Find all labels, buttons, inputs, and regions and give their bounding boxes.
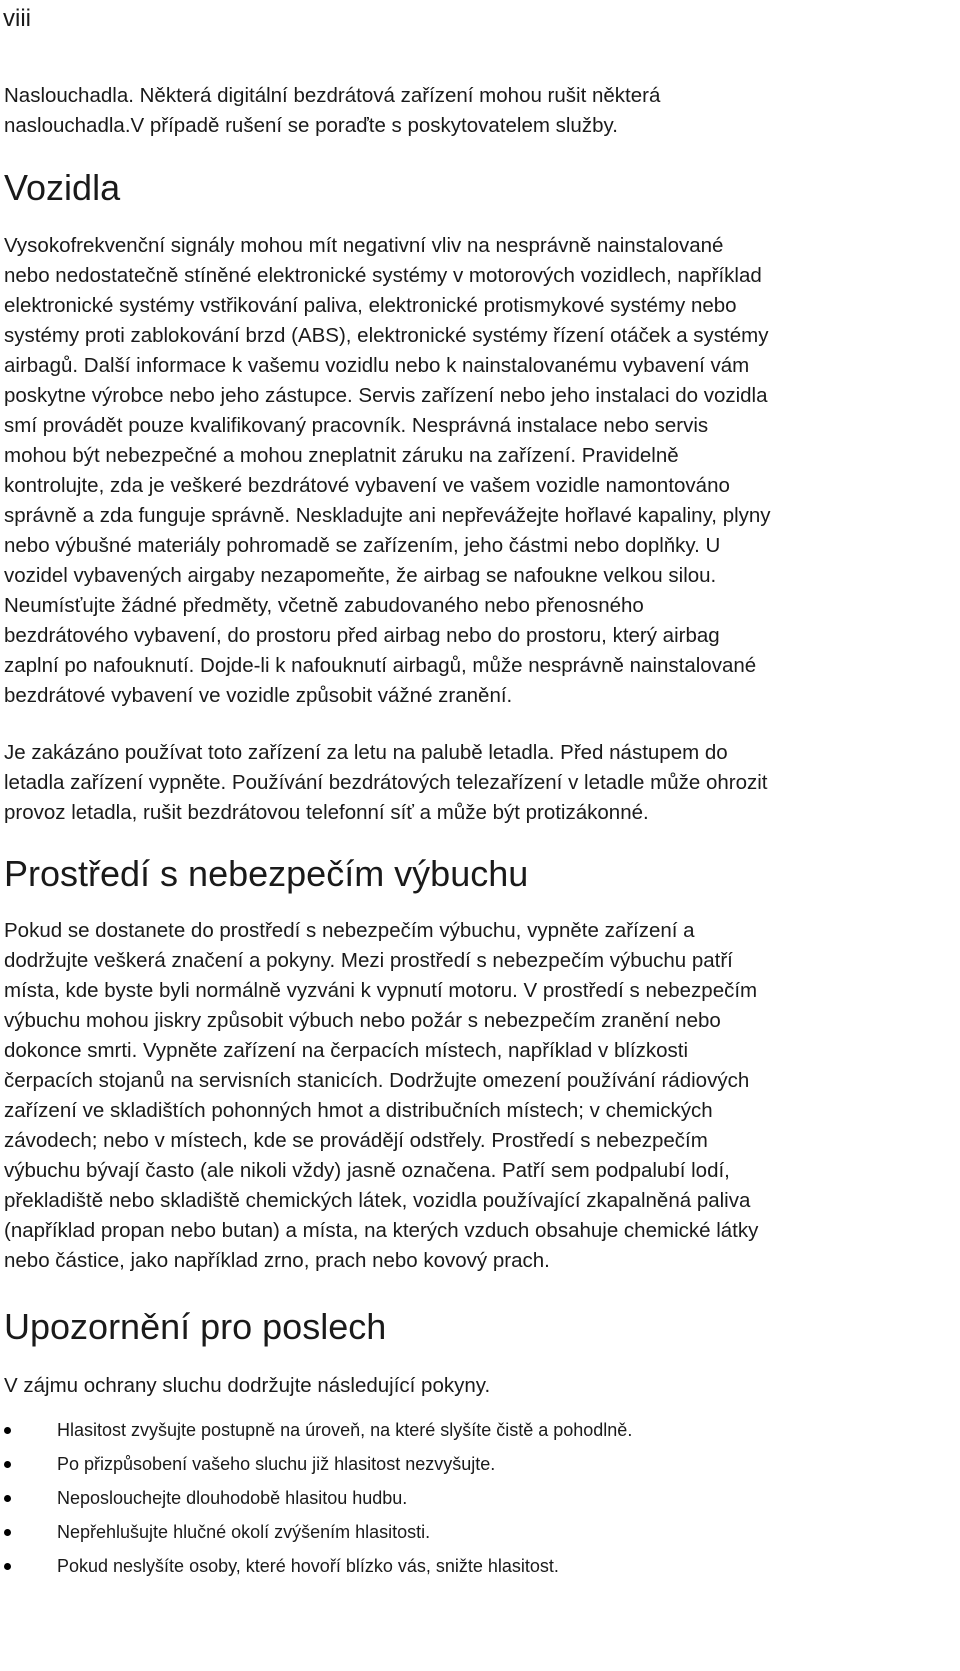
- bullet-icon: [4, 1427, 11, 1434]
- bullet-icon: [4, 1563, 11, 1570]
- hearing-aids-paragraph: Naslouchadla. Některá digitální bezdrátová zařízení mohou rušit některá naslouchadla.V případě rušení se poraďte s poskytovatelem služby.: [4, 84, 661, 137]
- explosive-paragraph: Pokud se dostanete do prostředí s nebezpečím výbuchu, vypněte zařízení a dodržujte veškerá značení a pokyny. Mezi prostředí s nebezpečím výbuchu patří místa, kde byste byli normálně vyzváni k vypnutí motoru. V prostředí s nebezpečím výbuchu mohou jiskry způsobit výbuch nebo požár s nebezpečím zranění nebo dokonce smrti. Vypněte zařízení na čerpacích místech, například v blízkosti čerpacích stojanů na servisních stanicích. Dodržujte omezení používání rádiových zařízení ve skladištích pohonných hmot a distribučních místech; v chemických závodech; nebo v místech, kde se provádějí odstřely. Prostředí s nebezpečím výbuchu bývají často (ale nikoli vždy) jasně označena. Patří sem podpalubí lodí, překladiště nebo skladiště chemických látek, vozidla používající zkapalněná paliva (například propan nebo butan) a místa, na kterých vzduch obsahuje chemické látky nebo částice, jako například zrno, prach nebo kovový prach.: [4, 919, 759, 1272]
- list-item-text: Hlasitost zvyšujte postupně na úroveň, na které slyšíte čistě a pohodlně.: [57, 1420, 633, 1440]
- bullet-icon: [4, 1461, 11, 1468]
- page-number: viii: [3, 5, 31, 32]
- hearing-intro: V zájmu ochrany sluchu dodržujte následující pokyny.: [4, 1374, 491, 1397]
- list-item-text: Po přizpůsobení vašeho sluchu již hlasitost nezvyšujte.: [57, 1454, 496, 1474]
- list-item-text: Neposlouchejte dlouhodobě hlasitou hudbu.: [57, 1488, 408, 1508]
- list-item: [0, 1549, 930, 1583]
- aircraft-paragraph: Je zakázáno používat toto zařízení za letu na palubě letadla. Před nástupem do letadla zařízení vypněte. Používání bezdrátových telezařízení v letadle může ohrozit provoz letadla, rušit bezdrátovou telefonní síť a může být protizákonné.: [4, 741, 768, 824]
- list-item: [0, 1447, 930, 1481]
- vehicles-paragraph: Vysokofrekvenční signály mohou mít negativní vliv na nesprávně nainstalované nebo nedostatečně stíněné elektronické systémy v motorových vozidlech, například elektronické systémy vstřikování paliva, elektronické protismykové systémy nebo systémy proti zablokování brzd (ABS), elektronické systémy řízení otáček a systémy airbagů. Další informace k vašemu vozidlu nebo k nainstalovanému vybavení vám poskytne výrobce nebo jeho zástupce. Servis zařízení nebo jeho instalaci do vozidla smí provádět pouze kvalifikovaný pracovník. Nesprávná instalace nebo servis mohou být nebezpečné a mohou zneplatnit záruku na zařízení. Pravidelně kontrolujte, zda je veškeré bezdrátové vybavení ve vašem vozidle namontováno správně a zda funguje správně. Neskladujte ani nepřevážejte hořlavé kapaliny, plyny nebo výbušné materiály pohromadě se zařízením, jeho částmi nebo doplňky. U vozidel vybavených airgaby nezapomeňte, že airbag se nafoukne velkou silou. Neumísťujte žádné předměty, včetně zabudovaného nebo přenosného bezdrátového vybavení, do prostoru před airbag nebo do prostoru, který airbag zaplní po nafouknutí. Dojde-li k nafouknutí airbagů, může nesprávně nainstalované bezdrátové vybavení ve vozidle způsobit vážné zranění.: [4, 234, 771, 707]
- hearing-list: [0, 1413, 930, 1583]
- explosive-heading: Prostředí s nebezpečím výbuchu: [4, 853, 529, 894]
- list-item: [0, 1515, 930, 1549]
- vehicles-heading: Vozidla: [4, 167, 121, 208]
- bullet-icon: [4, 1529, 11, 1536]
- list-item: [0, 1413, 930, 1447]
- hearing-heading: Upozornění pro poslech: [4, 1306, 387, 1347]
- list-item: [0, 1481, 930, 1515]
- bullet-icon: [4, 1495, 11, 1502]
- list-item-text: Nepřehlušujte hlučné okolí zvýšením hlasitosti.: [57, 1522, 431, 1542]
- list-item-text: Pokud neslyšíte osoby, které hovoří blízko vás, snižte hlasitost.: [57, 1556, 559, 1576]
